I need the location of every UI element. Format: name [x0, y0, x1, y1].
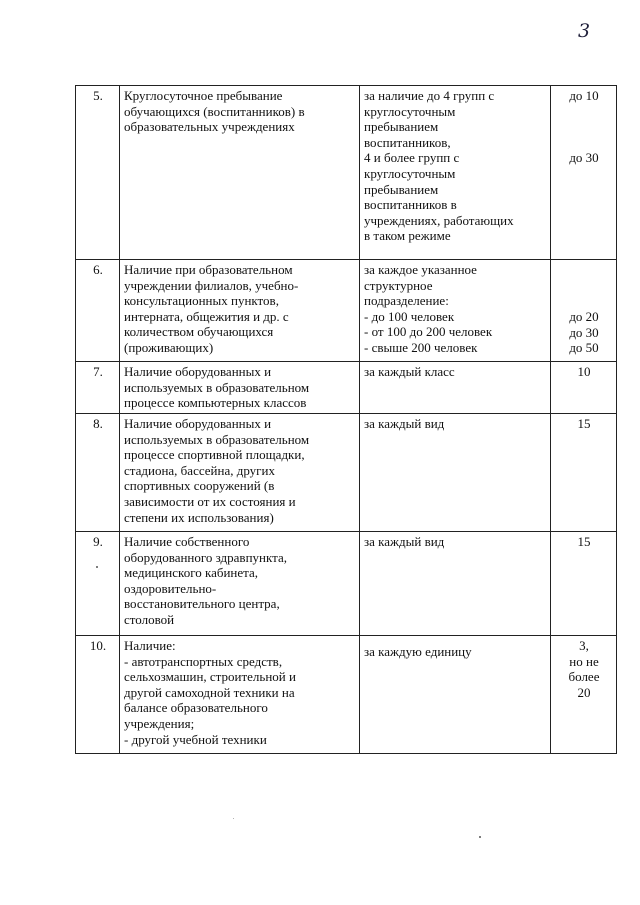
row-number: 5. [76, 86, 120, 260]
score-value: 15 [551, 414, 617, 532]
condition-text: за наличие до 4 групп с круглосуточным пребыванием воспитанников, 4 и более групп с круглосуточным пребыванием воспитанников в учреждениях, работающих в таком режиме [360, 86, 551, 260]
criteria-table [75, 85, 617, 754]
criterion-text: Наличие собственного оборудованного здравпункта, медицинского кабинета, оздоровительно- восстановительного центра, столовой [120, 532, 360, 636]
table-row [76, 86, 617, 260]
table-row [76, 260, 617, 362]
criterion-text: Наличие оборудованных и используемых в образовательном процессе компьютерных классов [120, 362, 360, 414]
row-number: 9. [76, 532, 120, 636]
condition-text: за каждый вид [360, 532, 551, 636]
scan-speck [479, 836, 481, 838]
condition-text: за каждый класс [360, 362, 551, 414]
score-value: 3, но не более 20 [551, 636, 617, 754]
page-number: 3 [578, 20, 591, 42]
score-value: до 20 до 30 до 50 [551, 260, 617, 362]
score-value: 10 [551, 362, 617, 414]
condition-text: за каждое указанное структурное подразделение: - до 100 человек - от 100 до 200 человек - свыше 200 человек [360, 260, 551, 362]
criterion-text: Наличие оборудованных и используемых в образовательном процессе спортивной площадки, стадиона, бассейна, других спортивных сооружений (в зависимости от их состояния и степени их использования) [120, 414, 360, 532]
row-number: 10. [76, 636, 120, 754]
criterion-text: Наличие при образовательном учреждении филиалов, учебно- консультационных пунктов, интерната, общежития и др. с количеством обучающихся (проживающих) [120, 260, 360, 362]
scan-speck [96, 566, 98, 568]
scan-speck [233, 818, 234, 819]
row-number: 7. [76, 362, 120, 414]
table-row [76, 636, 617, 754]
row-number: 8. [76, 414, 120, 532]
condition-text: за каждый вид [360, 414, 551, 532]
row-number: 6. [76, 260, 120, 362]
table-row [76, 414, 617, 532]
criterion-text: Круглосуточное пребывание обучающихся (воспитанников) в образовательных учреждениях [120, 86, 360, 260]
score-value: 15 [551, 532, 617, 636]
table-row [76, 362, 617, 414]
score-value: до 10 до 30 [551, 86, 617, 260]
table-row [76, 532, 617, 636]
condition-text: за каждую единицу [360, 636, 551, 754]
criterion-text: Наличие: - автотранспортных средств, сельхозмашин, строительной и другой самоходной техники на балансе образовательного учреждения; - другой учебной техники [120, 636, 360, 754]
